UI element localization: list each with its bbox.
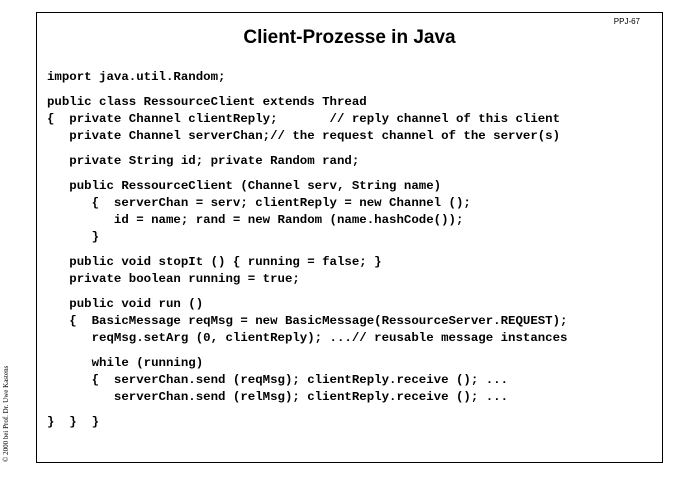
code-blank-line bbox=[47, 86, 656, 94]
code-blank-line bbox=[47, 145, 656, 153]
code-line: { serverChan.send (reqMsg); clientReply.receive (); ... bbox=[47, 373, 509, 387]
code-line: private Channel serverChan;// the request channel of the server(s) bbox=[47, 129, 561, 143]
code-blank-line bbox=[47, 288, 656, 296]
code-line: private String id; private Random rand; bbox=[47, 154, 360, 168]
code-block bbox=[47, 69, 656, 431]
code-line: while (running) bbox=[47, 356, 204, 370]
page-id: PPJ-67 bbox=[613, 17, 640, 26]
code-blank-line bbox=[47, 246, 656, 254]
code-blank-line bbox=[47, 406, 656, 414]
code-line: reqMsg.setArg (0, clientReply); ...// reusable message instances bbox=[47, 331, 568, 345]
code-line: private boolean running = true; bbox=[47, 272, 300, 286]
code-line: id = name; rand = new Random (name.hashCode()); bbox=[47, 213, 464, 227]
code-line: public class RessourceClient extends Thread bbox=[47, 95, 367, 109]
code-line: { serverChan = serv; clientReply = new Channel (); bbox=[47, 196, 471, 210]
code-line: { private Channel clientReply; // reply channel of this client bbox=[47, 112, 561, 126]
slide-title: Client-Prozesse in Java bbox=[243, 27, 456, 48]
code-blank-line bbox=[47, 170, 656, 178]
code-line: { BasicMessage reqMsg = new BasicMessage(RessourceServer.REQUEST); bbox=[47, 314, 568, 328]
code-line: public RessourceClient (Channel serv, String name) bbox=[47, 179, 442, 193]
code-line: public void run () bbox=[47, 297, 204, 311]
slide bbox=[36, 12, 663, 463]
code-line: import java.util.Random; bbox=[47, 70, 226, 84]
code-blank-line bbox=[47, 347, 656, 355]
code-line: } bbox=[47, 230, 100, 244]
code-line: } } } bbox=[47, 415, 100, 429]
code-line: public void stopIt () { running = false; } bbox=[47, 255, 382, 269]
copyright-notice: © 2000 bei Prof. Dr. Uwe Kastens bbox=[2, 365, 10, 462]
code-line: serverChan.send (relMsg); clientReply.receive (); ... bbox=[47, 390, 509, 404]
